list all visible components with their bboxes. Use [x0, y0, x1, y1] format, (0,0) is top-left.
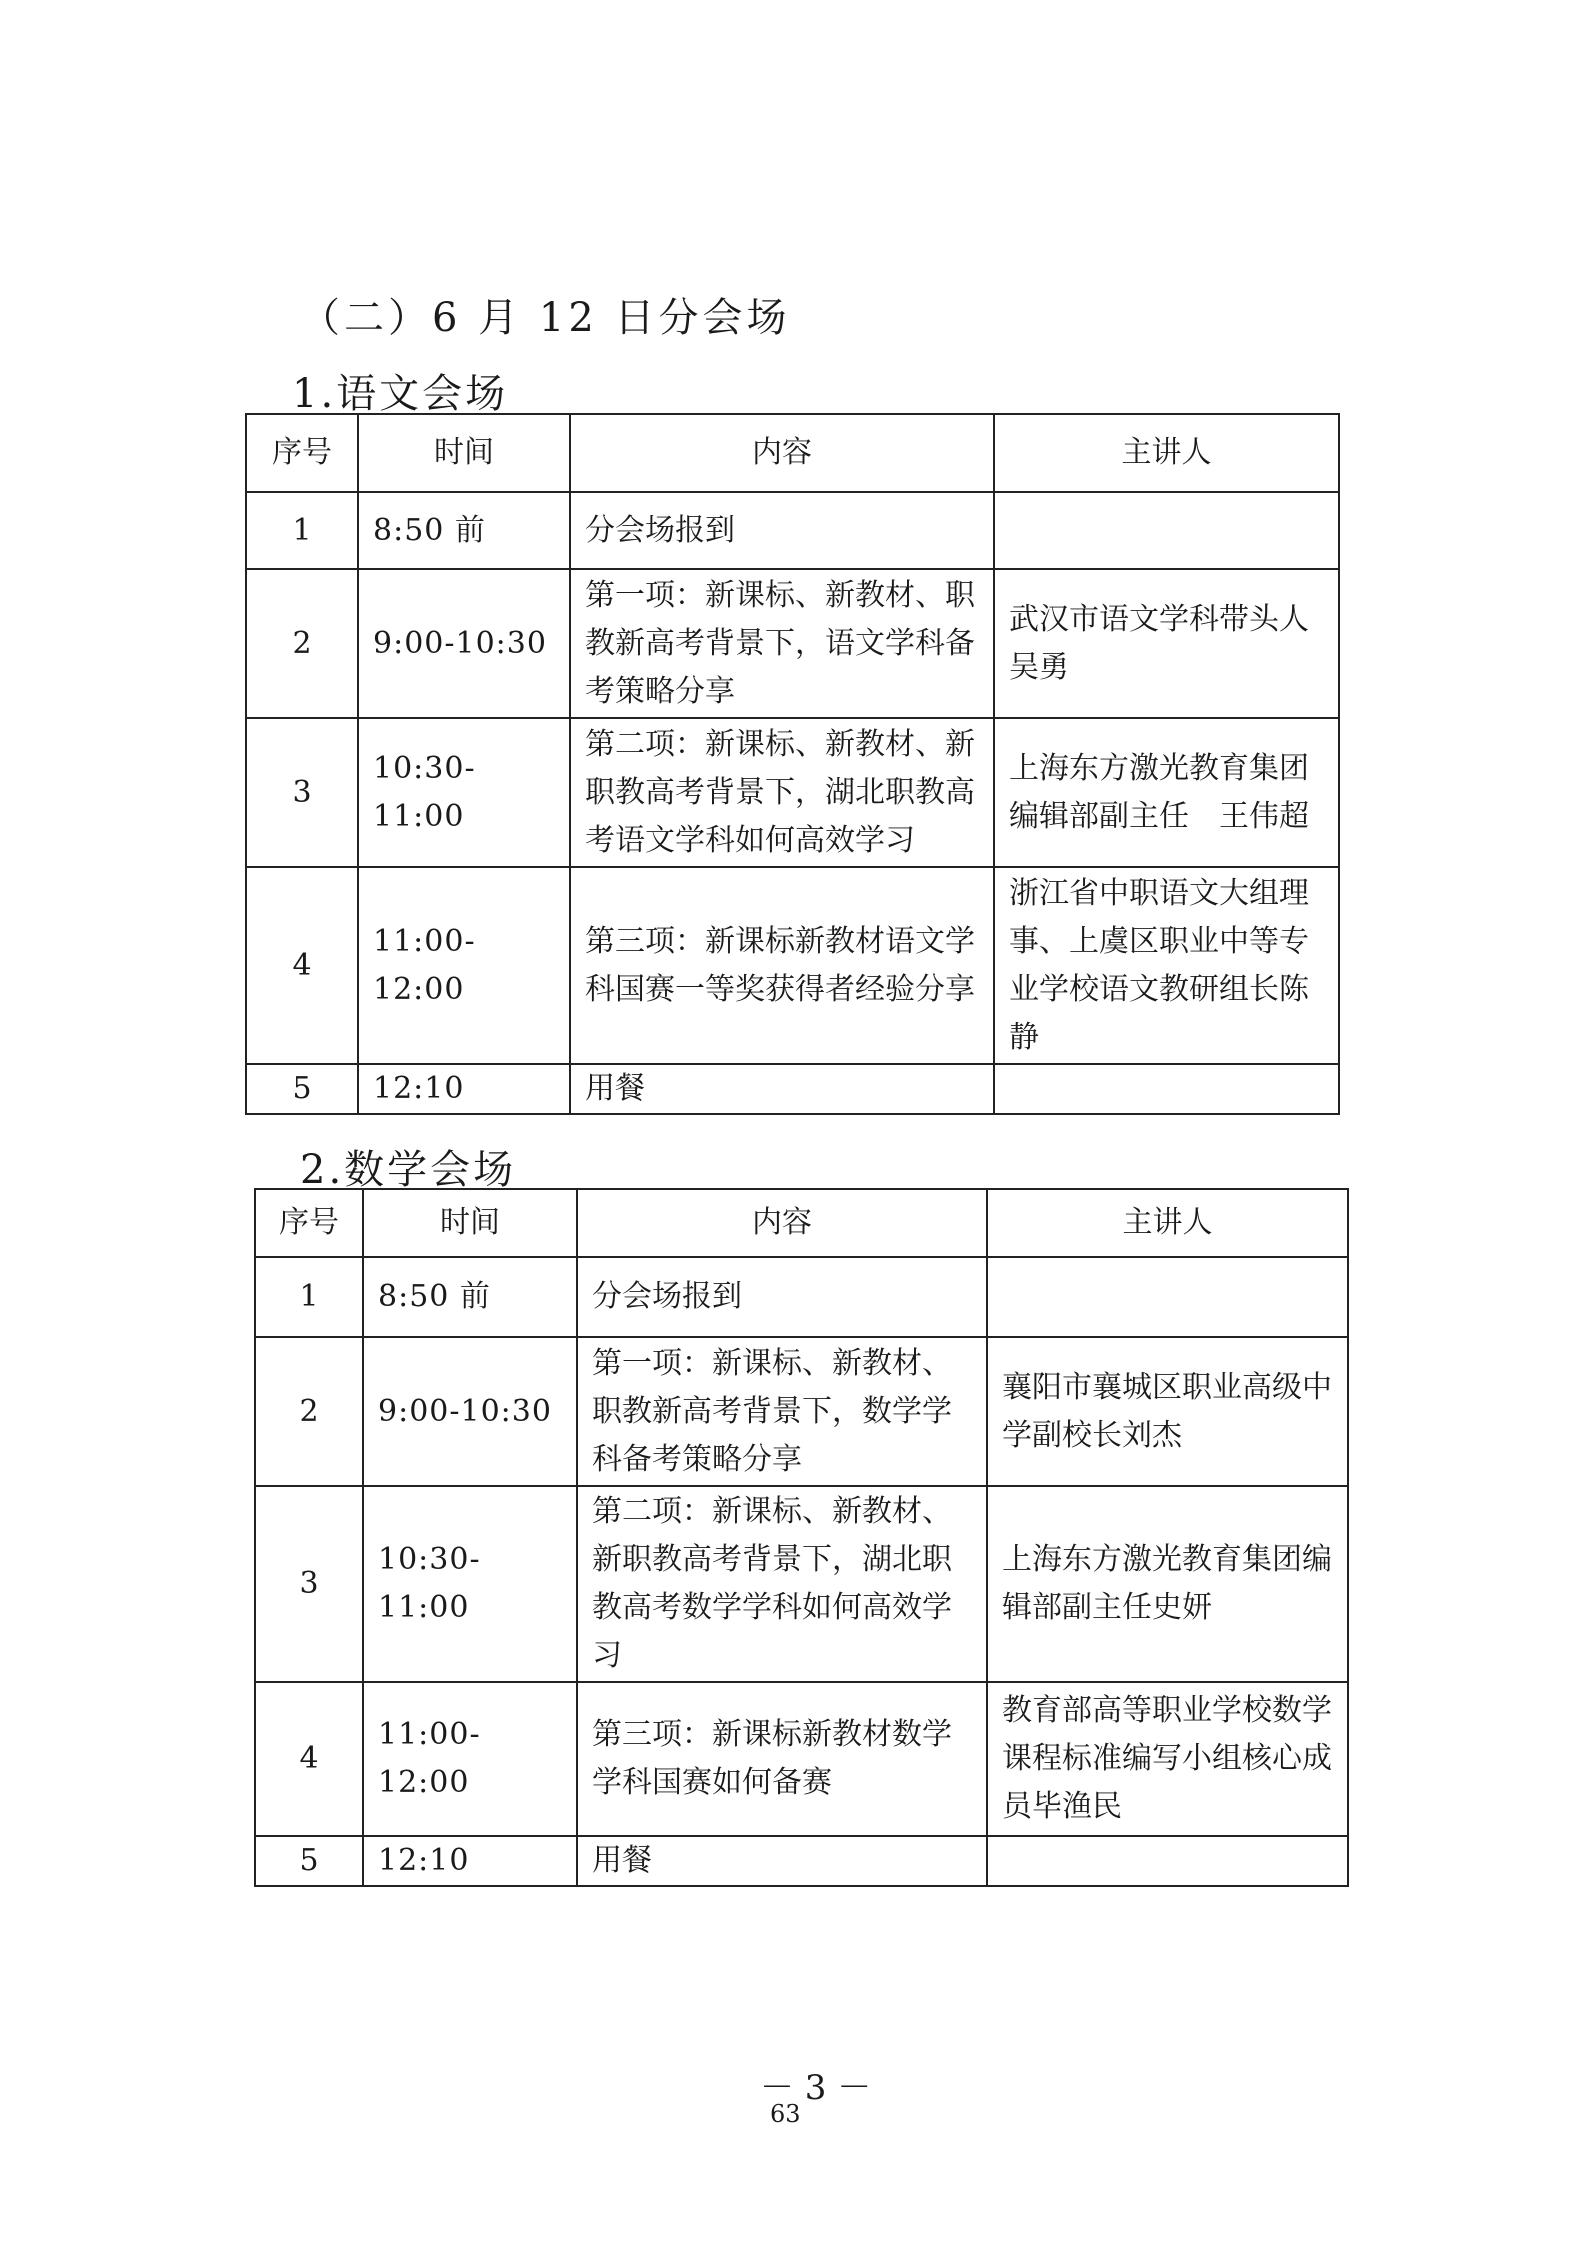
row-time: 9:00-10:30	[358, 569, 570, 718]
row-no: 5	[255, 1836, 363, 1886]
row-time: 8:50 前	[358, 492, 570, 569]
row-time: 11:00-12:00	[358, 867, 570, 1064]
table-row	[246, 569, 1339, 718]
row-content: 第一项：新课标、新教材、职教新高考背景下，数学学科备考策略分享	[577, 1337, 987, 1486]
header-content: 内容	[577, 1189, 987, 1257]
table-row	[255, 1486, 1348, 1682]
row-no: 3	[246, 718, 358, 867]
table-row	[246, 1064, 1339, 1114]
row-content: 第二项：新课标、新教材、新职教高考背景下，湖北职教高考数学学科如何高效学习	[577, 1486, 987, 1682]
row-content: 分会场报到	[570, 492, 994, 569]
row-no: 1	[255, 1257, 363, 1337]
row-time: 12:10	[363, 1836, 577, 1886]
table-row	[246, 492, 1339, 569]
row-speaker	[994, 1064, 1339, 1114]
row-content: 分会场报到	[577, 1257, 987, 1337]
section-title: （二）6 月 12 日分会场	[300, 295, 791, 341]
row-no: 2	[246, 569, 358, 718]
row-content: 第二项：新课标、新教材、新职教高考背景下，湖北职教高考语文学科如何高效学习	[570, 718, 994, 867]
header-speaker: 主讲人	[987, 1189, 1348, 1257]
row-content: 第三项：新课标新教材语文学科国赛一等奖获得者经验分享	[570, 867, 994, 1064]
row-no: 5	[246, 1064, 358, 1114]
row-content: 第三项：新课标新教材数学学科国赛如何备赛	[577, 1682, 987, 1836]
table-header-row	[255, 1189, 1348, 1257]
row-speaker: 武汉市语文学科带头人吴勇	[994, 569, 1339, 718]
row-speaker	[994, 492, 1339, 569]
row-speaker	[987, 1257, 1348, 1337]
row-content: 第一项：新课标、新教材、职教新高考背景下，语文学科备考策略分享	[570, 569, 994, 718]
page-number: － 3 －	[760, 2068, 872, 2108]
row-content: 用餐	[577, 1836, 987, 1886]
row-no: 4	[255, 1682, 363, 1836]
row-time: 12:10	[358, 1064, 570, 1114]
math-schedule-table	[254, 1188, 1349, 1887]
row-no: 2	[255, 1337, 363, 1486]
header-no: 序号	[255, 1189, 363, 1257]
header-speaker: 主讲人	[994, 414, 1339, 492]
row-speaker: 上海东方激光教育集团编辑部副主任史妍	[987, 1486, 1348, 1682]
chinese-schedule-table	[245, 413, 1340, 1115]
table-row	[246, 867, 1339, 1064]
table-row	[255, 1257, 1348, 1337]
page-code: 63	[770, 2100, 801, 2128]
table-row	[255, 1682, 1348, 1836]
row-no: 3	[255, 1486, 363, 1682]
header-time: 时间	[358, 414, 570, 492]
row-no: 1	[246, 492, 358, 569]
table-row	[255, 1836, 1348, 1886]
row-no: 4	[246, 867, 358, 1064]
row-speaker: 襄阳市襄城区职业高级中学副校长刘杰	[987, 1337, 1348, 1486]
row-time: 11:00-12:00	[363, 1682, 577, 1836]
row-content: 用餐	[570, 1064, 994, 1114]
header-no: 序号	[246, 414, 358, 492]
row-time: 8:50 前	[363, 1257, 577, 1337]
row-speaker: 教育部高等职业学校数学课程标准编写小组核心成员毕渔民	[987, 1682, 1348, 1836]
table-header-row	[246, 414, 1339, 492]
row-speaker: 上海东方激光教育集团编辑部副主任 王伟超	[994, 718, 1339, 867]
row-time: 10:30-11:00	[363, 1486, 577, 1682]
row-speaker	[987, 1836, 1348, 1886]
row-time: 10:30-11:00	[358, 718, 570, 867]
header-content: 内容	[570, 414, 994, 492]
row-time: 9:00-10:30	[363, 1337, 577, 1486]
header-time: 时间	[363, 1189, 577, 1257]
table-row	[246, 718, 1339, 867]
table-row	[255, 1337, 1348, 1486]
row-speaker: 浙江省中职语文大组理事、上虞区职业中等专业学校语文教研组长陈静	[994, 867, 1339, 1064]
chinese-session-title: 1.语文会场	[292, 371, 509, 417]
math-session-title: 2.数学会场	[300, 1147, 517, 1193]
